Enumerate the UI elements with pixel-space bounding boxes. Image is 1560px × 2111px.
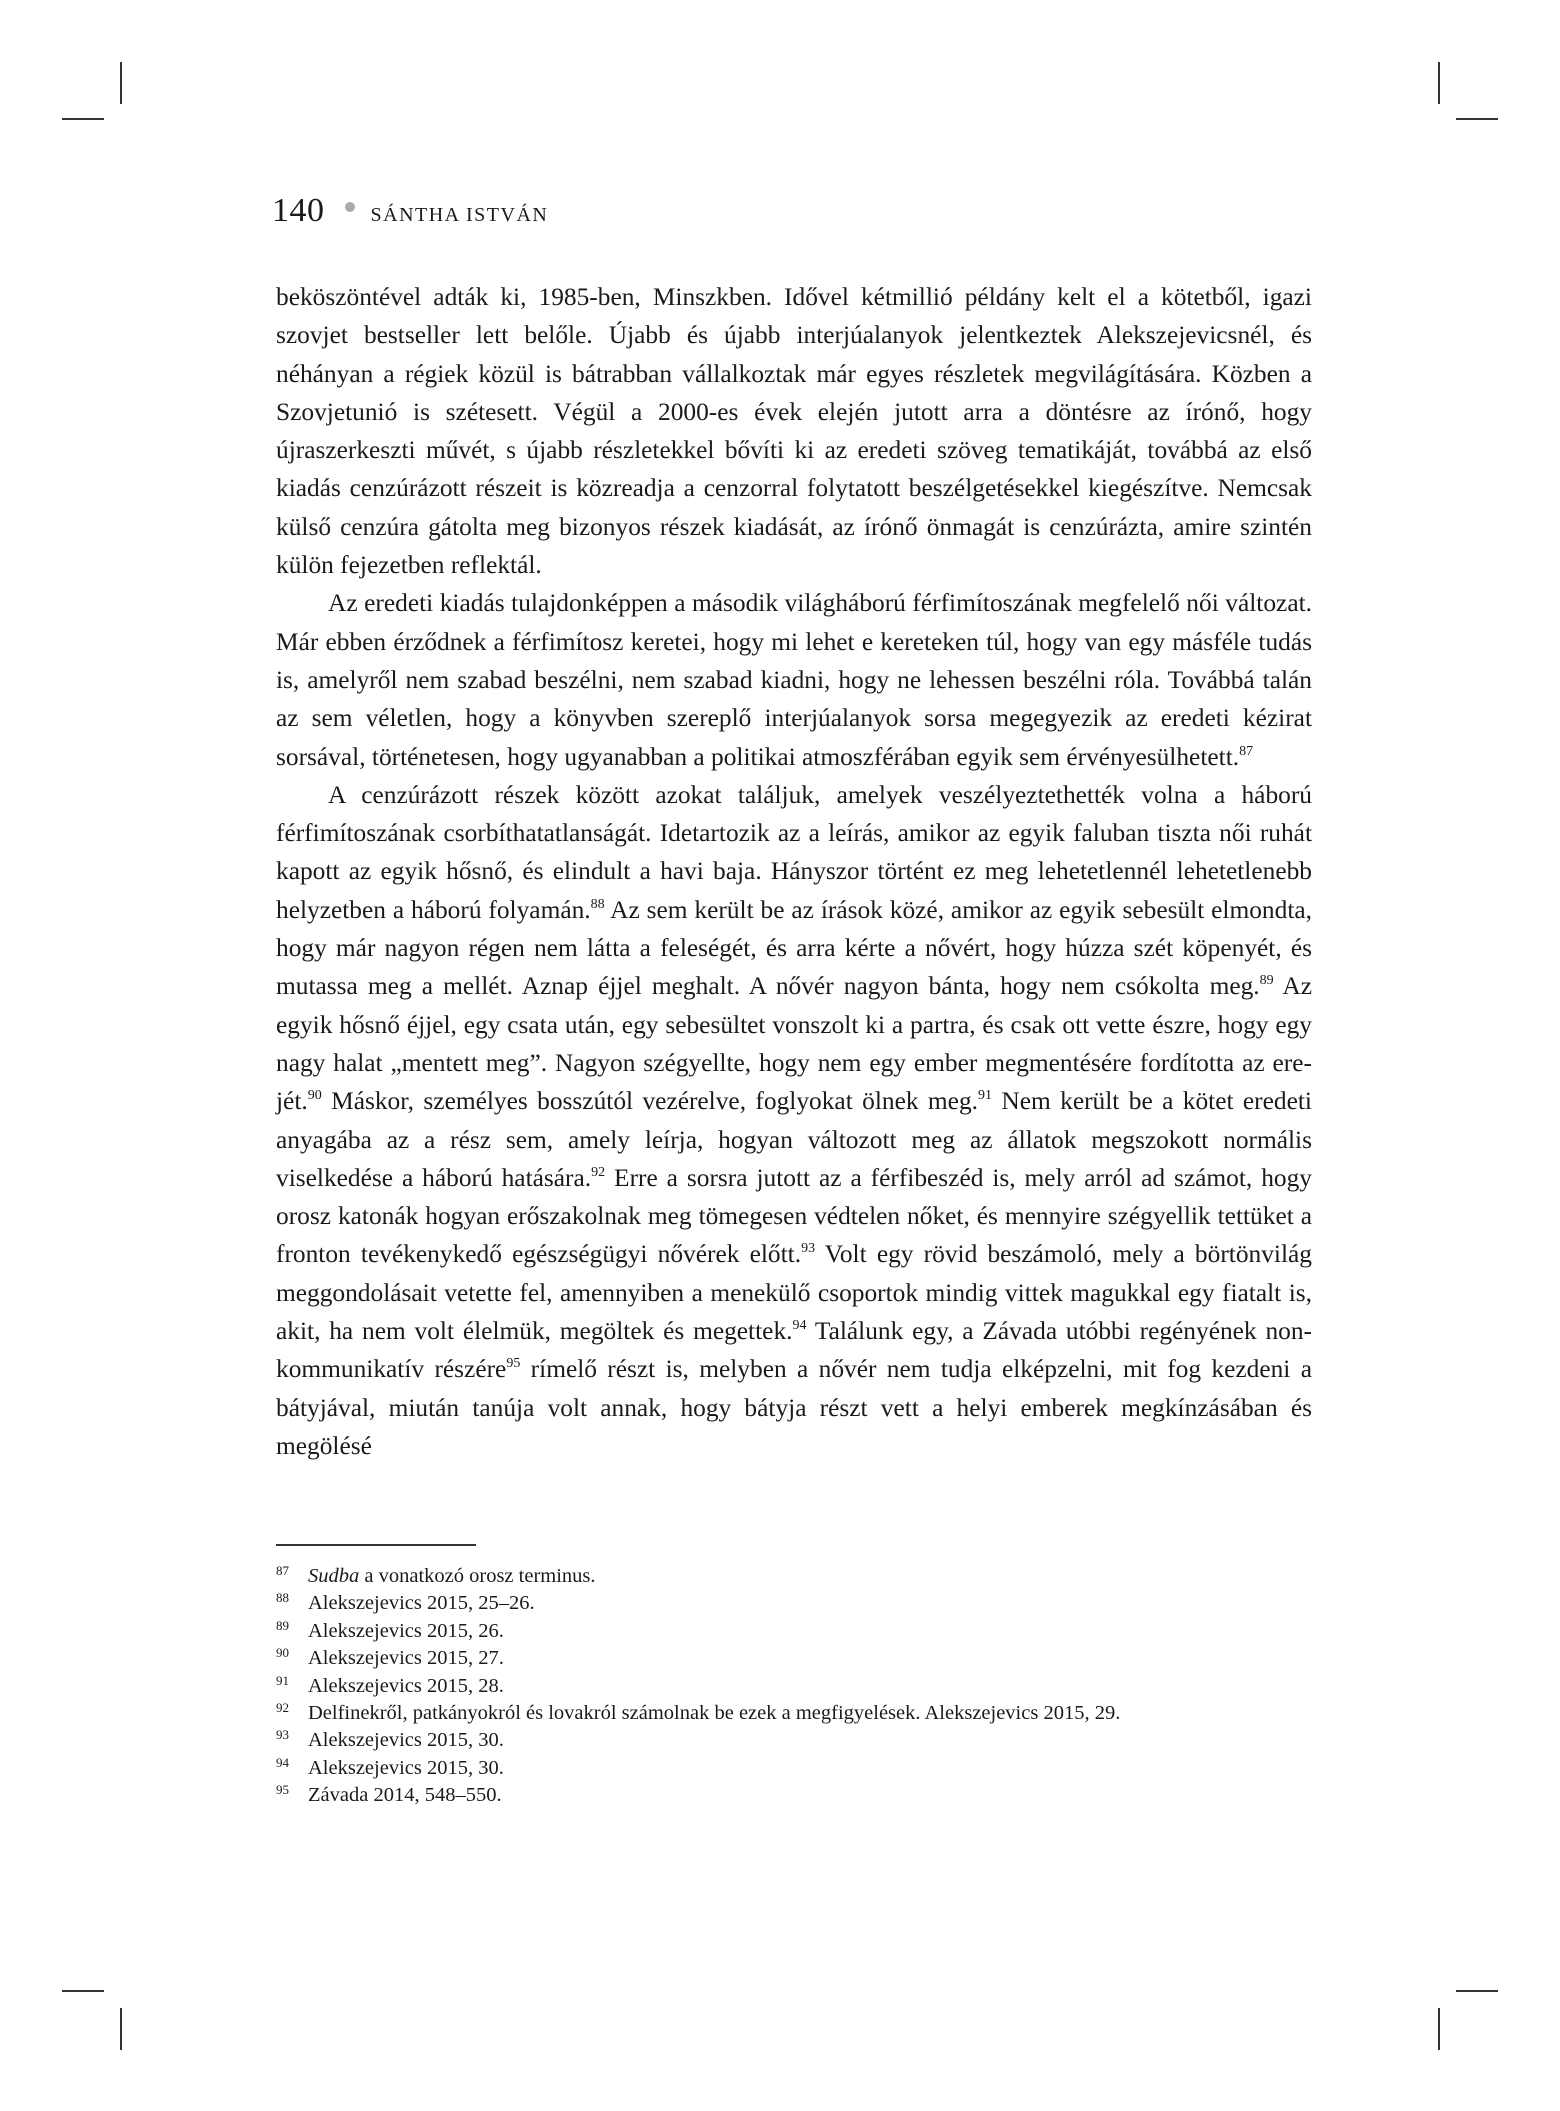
text-run: beköszöntével adták ki, 1985-ben, Minszkben. Idővel kétmillió példány kelt el a kötetből, igazi szovjet bestseller lett belőle. Újabb és újabb interjúalanyok jelentkeztek Alekszejevicsnél, és néhányan a régiek közül is bátrabban vállalkoztak már egyes részletek megvilágítására. Közben a Szovjetunió is szétesett. Végül a 2000-es évek elején jutott arra a döntésre az írónő, hogy újraszerkeszti művét, s újabb részletekkel bővíti ki az eredeti szöveg tematikáját, továbbá az első kiadás cenzúrázott részeit is közreadja a cenzorral folytatott beszélgetésekkel kiegészítve. Nemcsak külső cenzúra gátolta meg bizonyos részek kiadását, az írónő önmagát is cenzúrázta, amire szintén külön fejezetben reflektál. [276,283,1312,580]
footnote-ref: 93 [801,1241,816,1257]
footnote [276,1673,1312,1700]
running-head-author: SÁNTHA ISTVÁN [370,204,549,226]
footnote [276,1563,1312,1590]
paragraph [276,278,1312,584]
footnote-number: 88 [276,1590,289,1606]
footnote-number: 95 [276,1782,289,1798]
footnote-ref: 90 [307,1088,322,1104]
text-run: Nem került be a kötet eredeti anyagába az a rész sem, amely leírja, hogyan változott meg az állatok megszokott normális viselkedése a háború hatására. [276,1087,1312,1192]
crop-mark [62,118,104,120]
text-run: Az sem került be az írások közé, amikor az egyik sebesült elmondta, hogy már nagyon régen nem látta a feleségét, és arra kérte a nővért, hogy húzza szét köpenyét, és mutassa meg a mellét. Aznap éjjel meghalt. A nővér nagyon bánta, hogy nem csókolta meg. [276,895,1312,1001]
footnote-number: 92 [276,1700,289,1716]
footnote-italic: Sudba [308,1565,360,1587]
footnote [276,1727,1312,1754]
footnote-number: 94 [276,1754,289,1770]
footnote-number: 87 [276,1563,289,1578]
footnote-text: Sudba a vonatkozó orosz terminus. [308,1565,596,1587]
footnote-rule [276,1544,476,1546]
paragraph [276,776,1312,1465]
footnote [276,1590,1312,1617]
footnote-ref: 87 [1239,743,1254,759]
footnote-ref: 95 [506,1356,521,1372]
page-number: 140 [272,192,325,229]
text-run: A cenzúrázott részek között azokat találjuk, amelyek veszélyeztethették volna a háború férfimítoszának csorbíthatatlanságát. Idetartozik az a leírás, amikor az egyik faluban tiszta női ruhát kapott az egyik hősnő, és elindult a havi baja. Hányszor történt ez meg lehetetlennél lehetetlenebb helyzetben a háború folyamán. [276,780,1312,924]
footnote-text: Alekszejevics 2015, 30. [308,1756,504,1779]
text-run: Az eredeti kiadás tulajdonképpen a második világháború férfimítoszának megfelelő női változat. Már ebben érződnek a férfimítosz keretei, hogy mi lehet e kereteken túl, hogy van egy másféle tudás is, amelyről nem szabad beszélni, nem szabad kiadni, hogy ne lehessen beszélni róla. Továbbá talán az sem véletlen, hogy a könyvben szereplő interjúalanyok sorsa megegyezik az eredeti kézirat sorsával, történetesen, hogy ugyanabban a politikai atmoszférában egyik sem érvényesülhetett. [276,589,1312,771]
footnote-text: Alekszejevics 2015, 30. [308,1729,504,1752]
crop-mark [120,2008,122,2050]
running-header [272,192,548,230]
text-run: Erre a sorsra jutott az a férfibeszéd is, mely arról ad számot, hogy orosz katonák hogyan erőszakolnak meg tömegesen védtelen nőket, és mennyire szégyellik tettüket a fronton tevékenykedő egészségügyi nővérek előtt. [276,1163,1312,1269]
bullet-separator [345,202,355,212]
footnote-ref: 89 [1259,973,1274,989]
footnote-text: Alekszejevics 2015, 26. [308,1619,504,1642]
footnote-number: 91 [276,1672,289,1688]
crop-mark [1438,62,1440,104]
crop-mark [62,1990,104,1992]
footnote [276,1645,1312,1672]
paragraph [276,584,1312,775]
footnote-ref: 94 [792,1318,807,1334]
footnote-text: Alekszejevics 2015, 25–26. [308,1592,535,1615]
footnote-text: Závada 2014, 548–550. [308,1784,502,1807]
text-run: Máskor, személyes bosszútól vezérelve, foglyokat ölnek meg. [321,1087,978,1116]
footnote-text: Alekszejevics 2015, 27. [308,1647,504,1670]
text-run: Találunk egy, a Závada utóbbi regényének non-kommunikatív részére [276,1317,1312,1384]
crop-mark [1456,118,1498,120]
crop-mark [1456,1990,1498,1992]
footnote [276,1782,1312,1809]
footnote-number: 93 [276,1727,289,1743]
crop-mark [1438,2008,1440,2050]
text-run: Volt egy rövid beszámoló, mely a börtönvilág meggondolásait vetette fel, amennyiben a menekülő csoportok mindig vittek magukkal egy fiatalt is, akit, ha nem volt élelmük, megöltek és megettek. [276,1240,1312,1346]
footnote [276,1755,1312,1782]
footnote-number: 90 [276,1645,289,1661]
footnote-text: Alekszejevics 2015, 28. [308,1674,504,1697]
footnote-ref: 91 [978,1088,992,1104]
crop-mark [120,62,122,104]
footnote-ref: 88 [590,896,605,912]
footnote [276,1618,1312,1645]
text-run: Az egyik hősnő éjjel, egy csata után, egy sebesültet vonszolt ki a partra, és csak ott vette észre, hogy egy nagy halat „mentett meg”. Nagyon szégyellte, hogy nem egy ember megmentésére fordította az erejét. [276,972,1313,1116]
footnotes [276,1563,1312,1810]
footnote-number: 89 [276,1617,289,1633]
footnote-ref: 92 [591,1164,606,1180]
text-run: rímelő részt is, melyben a nővér nem tudja elképzelni, mit fog kezdeni a bátyjával, miután tanúja volt annak, hogy bátyja részt vett a helyi emberek megkínzásában és megölésé [276,1355,1312,1460]
body-text [276,278,1312,1465]
footnote-text: Delfinekről, patkányokról és lovakról számolnak be ezek a megfigyelések. Alekszejevics 2015, 29. [308,1702,1121,1725]
footnote [276,1700,1312,1727]
